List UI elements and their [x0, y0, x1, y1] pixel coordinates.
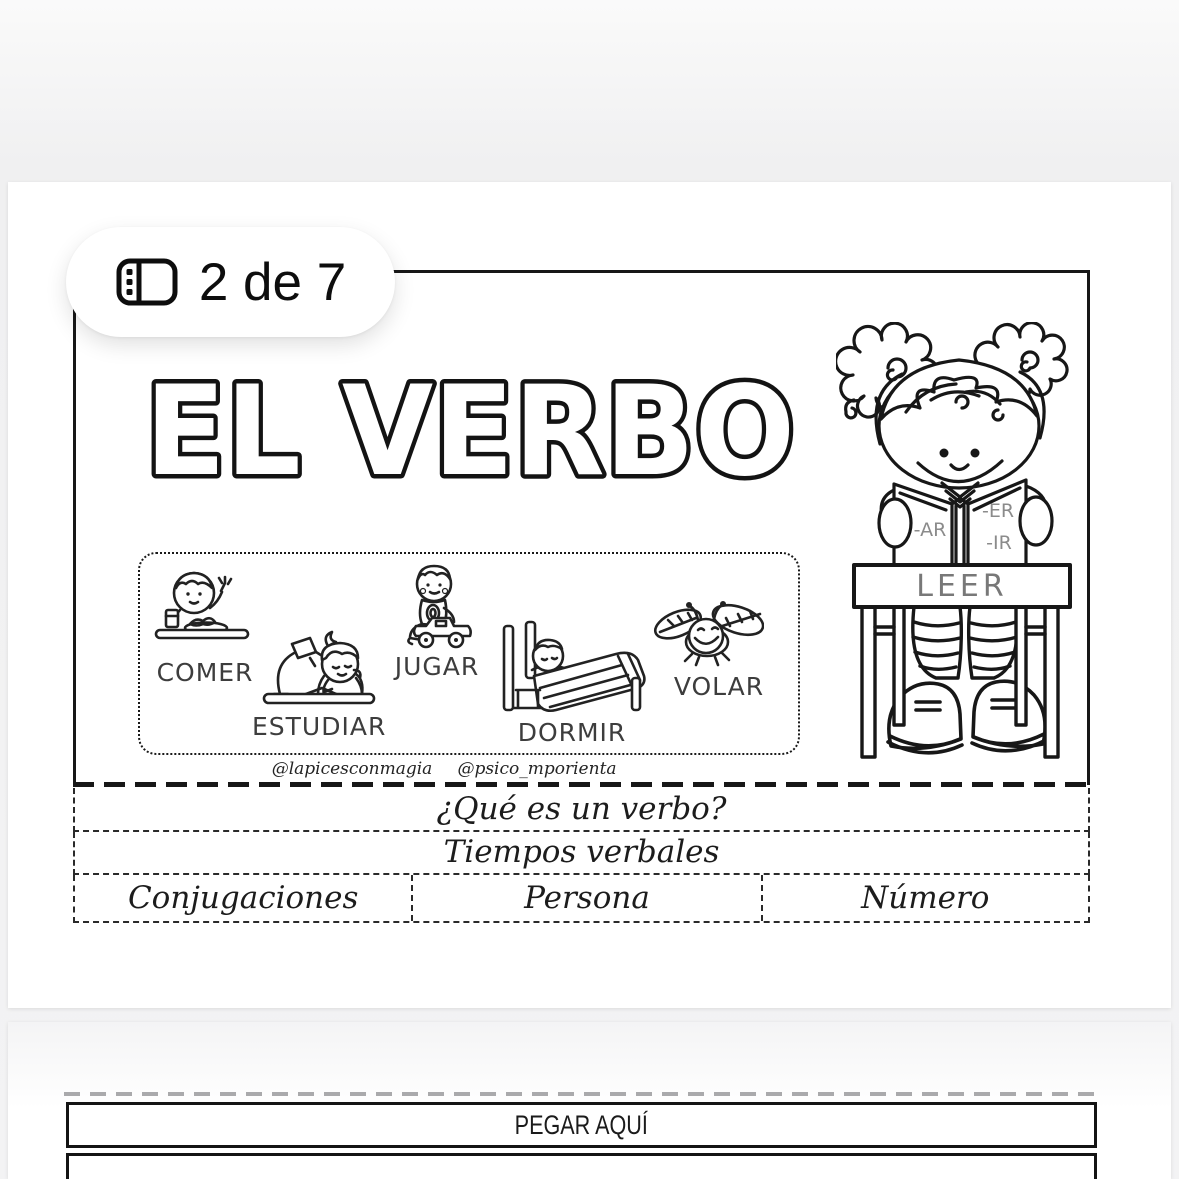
page-indicator-pill[interactable]	[66, 227, 395, 337]
verb-label-estudiar: ESTUDIAR	[252, 712, 387, 741]
jugar-illustration	[392, 562, 480, 654]
question-label: ¿Qué es un verbo?	[436, 790, 727, 827]
column-conjugaciones: Conjugaciones	[127, 879, 359, 916]
flap-rows	[73, 788, 1090, 923]
book-label-er: -ER	[981, 500, 1015, 522]
page-indicator-label: 2 de 7	[198, 252, 347, 312]
paste-here-box	[66, 1102, 1097, 1148]
tenses-label: Tiempos verbales	[443, 834, 720, 870]
dormir-illustration	[496, 620, 648, 716]
credit-handle-2: @psico_mporienta	[457, 759, 617, 779]
verb-label-comer: COMER	[156, 658, 254, 687]
empty-box	[66, 1153, 1097, 1179]
comer-illustration	[152, 566, 252, 658]
worksheet-title	[136, 352, 804, 512]
credit-handle-1: @lapicesconmagia	[271, 759, 433, 779]
verb-label-jugar: JUGAR	[394, 652, 480, 681]
cut-dashed-line-page2	[64, 1092, 1104, 1096]
verbs-dotted-box	[138, 552, 800, 755]
column-persona: Persona	[411, 875, 760, 921]
flap-row-question	[73, 788, 1090, 832]
flap-row-columns	[73, 875, 1090, 923]
reading-girl-illustration	[836, 322, 1084, 764]
verb-label-volar: VOLAR	[673, 672, 765, 701]
volar-illustration	[652, 596, 764, 670]
book-label-ir: -IR	[986, 532, 1012, 554]
page-thumbnails-icon	[115, 257, 179, 307]
title-text: EL VERBO	[145, 360, 795, 504]
cut-dashed-line	[73, 782, 1090, 787]
document-page-2	[8, 1022, 1171, 1179]
verb-label-dormir: DORMIR	[517, 718, 627, 747]
estudiar-illustration	[258, 618, 380, 710]
flap-row-tenses	[73, 832, 1090, 875]
paste-here-label: PEGAR AQUÍ	[514, 1109, 649, 1140]
desk-label-leer: LEER	[916, 569, 1008, 604]
column-numero: Número	[761, 875, 1088, 921]
book-label-ar: -AR	[913, 519, 947, 541]
